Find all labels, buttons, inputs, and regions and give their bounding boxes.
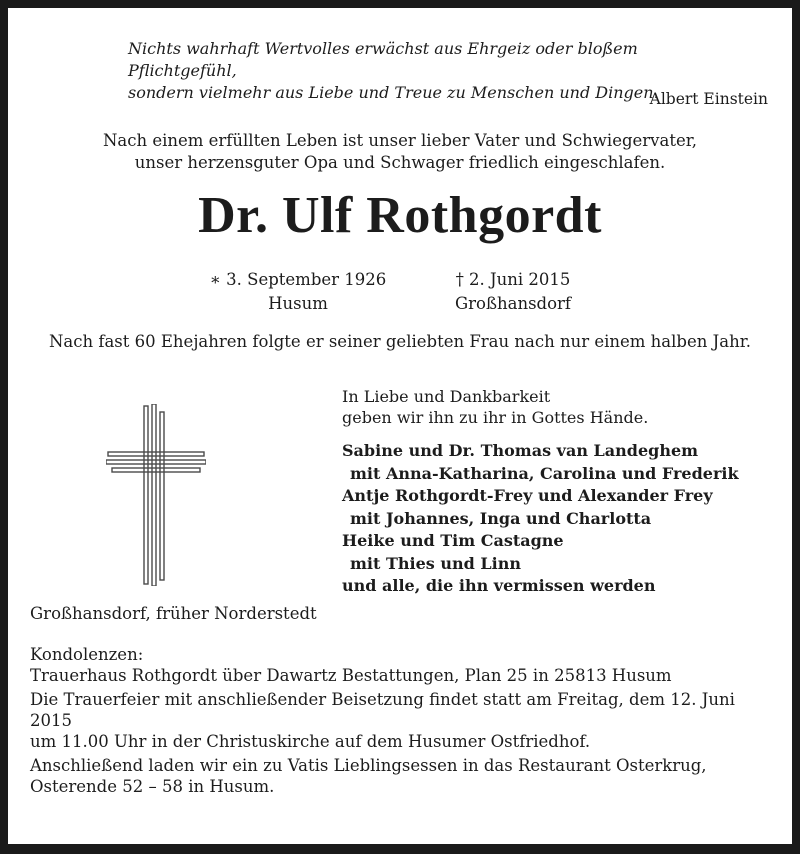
- condolence-address: Trauerhaus Rothgordt über Dawartz Bestattungen, Plan 25 in 25813 Husum: [30, 666, 672, 685]
- family-line: und alle, die ihn vermissen werden: [342, 576, 656, 595]
- family-line: mit Johannes, Inga und Charlotta: [350, 508, 652, 528]
- quote-line: sondern vielmehr aus Liebe und Treue zu Menschen und Dingen.: [128, 83, 659, 102]
- death-place: Großhansdorf: [454, 294, 572, 313]
- birth-info: [208, 268, 388, 316]
- marriage-years-text: Nach fast 60 Ehejahren folgte er seiner geliebten Frau nach nur einem halben Jahr.: [48, 332, 752, 351]
- reception-line: Osterende 52 – 58 in Husum.: [30, 777, 275, 796]
- love-line: geben wir ihn zu ihr in Gottes Hände.: [342, 408, 649, 427]
- family-line: mit Anna-Katharina, Carolina und Frederik: [350, 463, 739, 483]
- death-date: † 2. Juni 2015: [455, 270, 571, 289]
- intro-text: [8, 130, 792, 174]
- condolence-label: Kondolenzen:: [30, 645, 144, 664]
- quote-author: Albert Einstein: [649, 90, 768, 108]
- family-list: [342, 440, 739, 598]
- family-line: Antje Rothgordt-Frey und Alexander Frey: [342, 486, 713, 505]
- deceased-name: Dr. Ulf Rothgordt: [198, 187, 602, 244]
- family-line: Sabine und Dr. Thomas van Landeghem: [342, 441, 699, 460]
- intro-line: unser herzensguter Opa und Schwager friedlich eingeschlafen.: [134, 153, 666, 172]
- intro-line: Nach einem erfüllten Leben ist unser lieber Vater und Schwiegervater,: [102, 131, 698, 150]
- love-text: [342, 386, 648, 428]
- love-line: In Liebe und Dankbarkeit: [342, 387, 551, 406]
- ceremony-line: um 11.00 Uhr in der Christuskirche auf dem Husumer Ostfriedhof.: [30, 732, 591, 751]
- reception-line: Anschließend laden wir ein zu Vatis Lieblingsessen in das Restaurant Osterkrug,: [30, 756, 707, 775]
- footer: [30, 603, 772, 797]
- quote-line: Nichts wahrhaft Wertvolles erwächst aus Ehrgeiz oder bloßem Pflichtgefühl,: [128, 39, 638, 80]
- birth-date: ∗ 3. September 1926: [209, 270, 387, 289]
- death-info: [438, 268, 588, 316]
- birth-place: Husum: [268, 294, 328, 313]
- family-line: mit Thies und Linn: [350, 553, 521, 573]
- obituary-notice: [8, 8, 792, 844]
- christian-cross-icon: [106, 404, 206, 590]
- ceremony-line: Die Trauerfeier mit anschließender Beisetzung findet statt am Freitag, dem 12. Juni 2015: [30, 690, 735, 730]
- location-line: Großhansdorf, früher Norderstedt: [30, 604, 317, 623]
- family-line: Heike und Tim Castagne: [342, 531, 564, 550]
